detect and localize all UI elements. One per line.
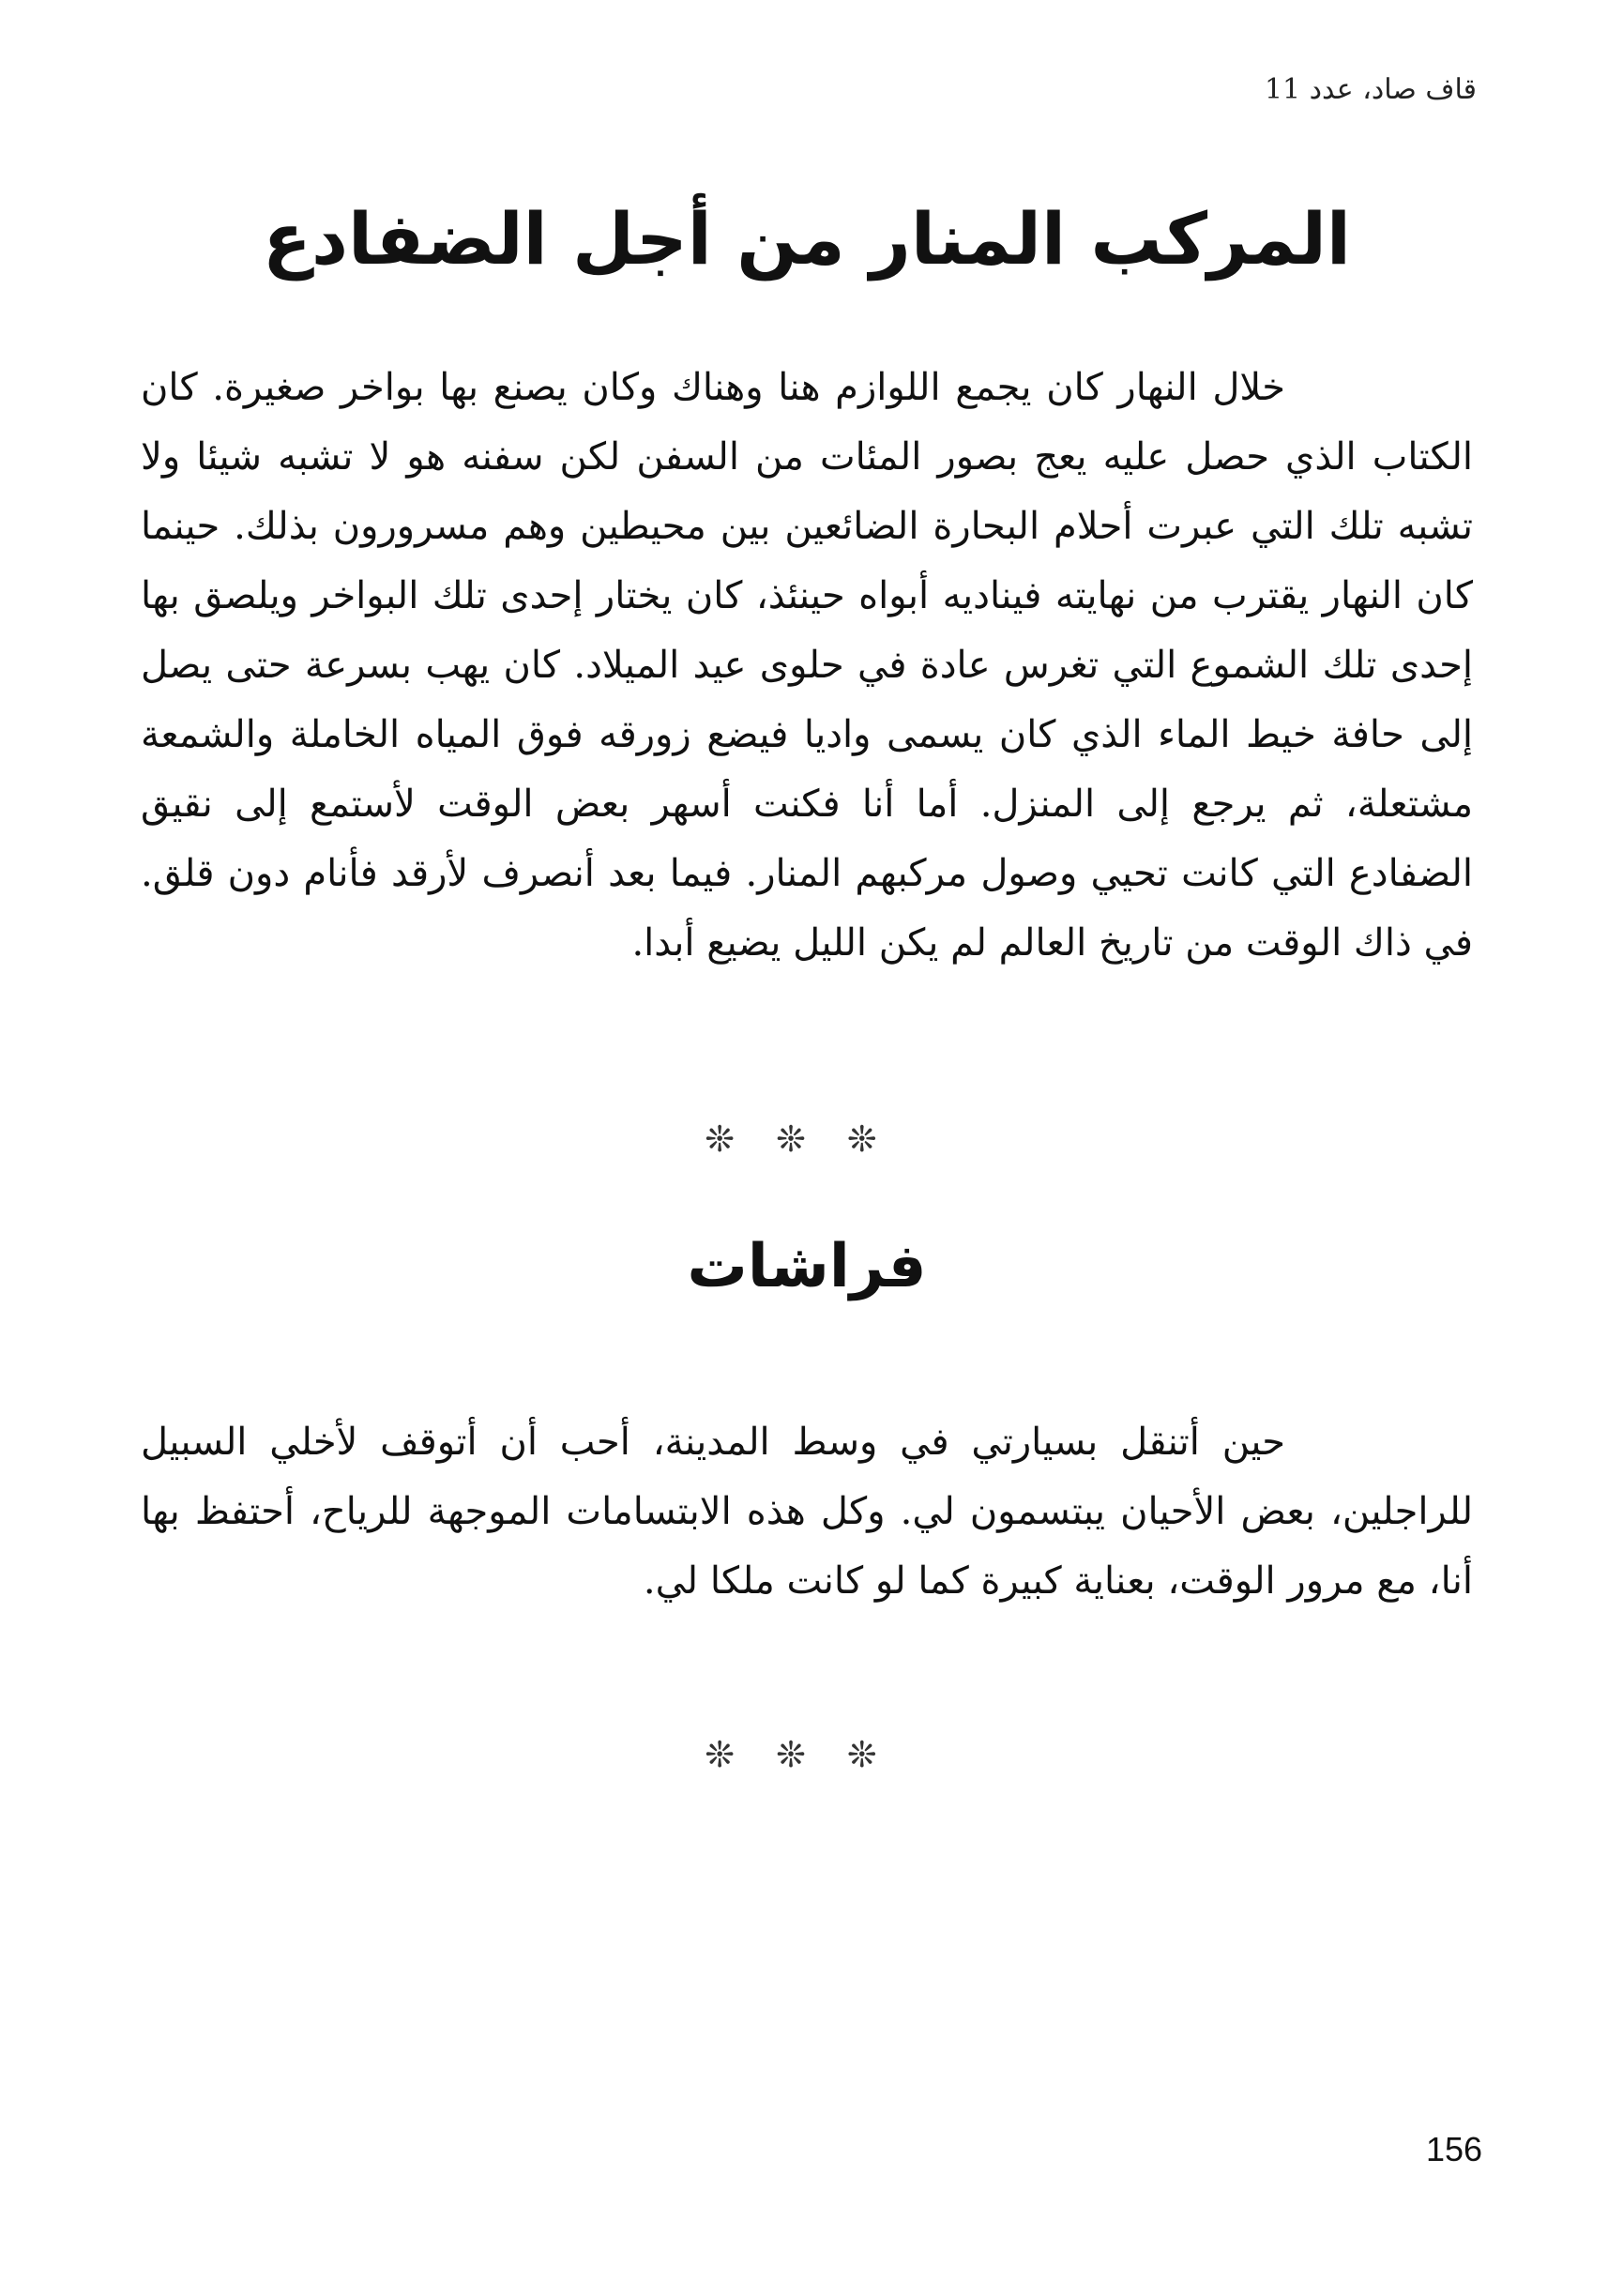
story-section xyxy=(141,1220,1473,1616)
story-body: حين أتنقل بسيارتي في وسط المدينة، أحب أن أتوقف لأخلي السبيل للراجلين، بعض الأحيان يبتسمون لي. وكل هذه الابتسامات الموجهة للرياح، أحتفظ بها أنا، مع مرور الوقت، بعناية كبيرة كما لو كانت ملكا لي. xyxy=(141,1421,1473,1603)
story-title: المركب المنار من أجل الضفادع xyxy=(263,197,1351,281)
story-body: خلال النهار كان يجمع اللوازم هنا وهناك وكان يصنع بها بواخر صغيرة. كان الكتاب الذي حصل عليه يعج بصور المئات من السفن لكن سفنه هو لا تشبه شيئا ولا تشبه تلك التي عبرت أحلام البحارة الضائعين بين محيطين وهم مسرورون بذلك. حينما كان النهار يقترب من نهايته فيناديه أبواه حينئذ، كان يختار إحدى تلك البواخر ويلصق بها إحدى تلك الشموع التي تغرس عادة في حلوى عيد الميلاد. كان يهب بسرعة حتى يصل إلى حافة خيط الماء الذي كان يسمى واديا فيضع زورقه فوق المياه الخاملة والشمعة مشتعلة، ثم يرجع إلى المنزل. أما أنا فكنت أسهر بعض الوقت لأستمع إلى نقيق الضفادع التي كانت تحيي وصول مركبهم المنار. فيما بعد أنصرف لأرقد فأنام دون قلق. في ذاك الوقت من تاريخ العالم لم يكن الليل يضيع أبدا. xyxy=(141,366,1474,965)
page-number: 156 xyxy=(1426,2130,1483,2168)
story-section xyxy=(141,188,1473,978)
asterism-separator: ❊❊❊ xyxy=(705,1118,918,1160)
running-header: قاف صاد، عدد 11 xyxy=(1264,73,1477,106)
story-title: فراشات xyxy=(687,1232,927,1301)
asterism-separator: ❊❊❊ xyxy=(705,1734,918,1775)
